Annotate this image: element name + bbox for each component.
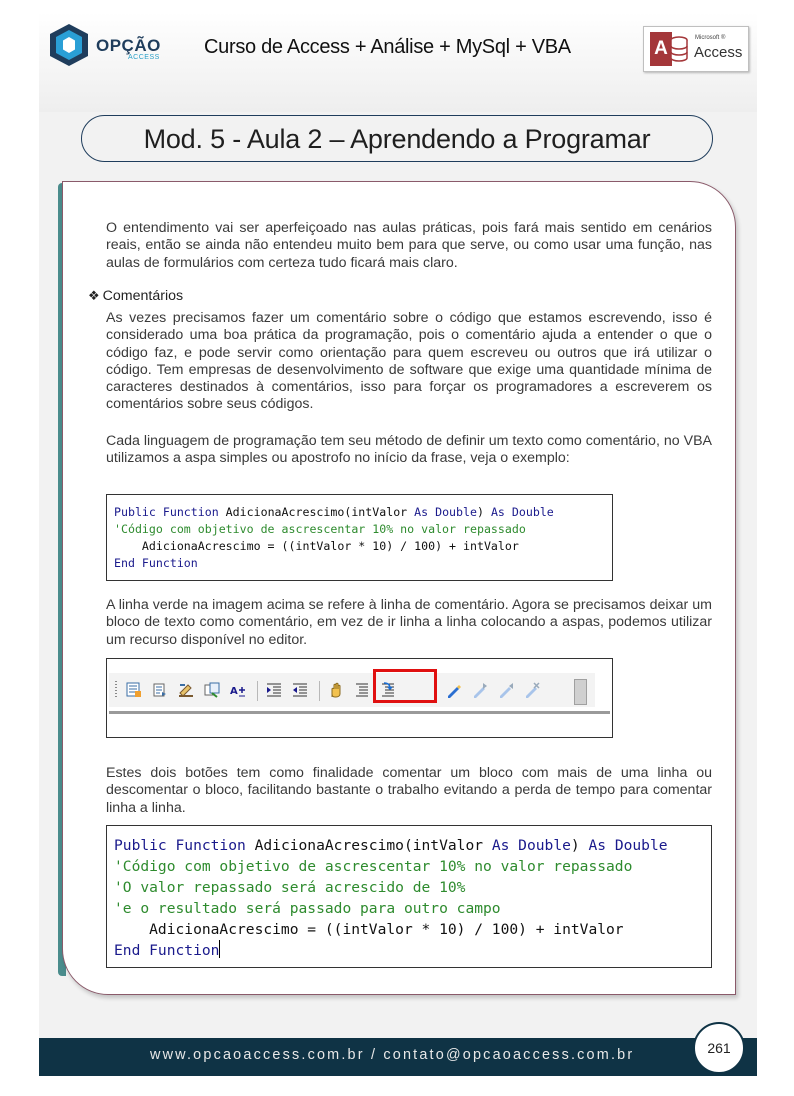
page-number: 261: [693, 1022, 745, 1074]
logo-subtitle: ACCESS: [128, 54, 160, 61]
code-line: End Function: [114, 942, 220, 959]
code-comment-line: 'e o resultado será passado para outro campo: [114, 900, 501, 917]
vba-toolbar-screenshot: [106, 658, 613, 738]
code-line: AdicionaAcrescimo = ((intValor * 10) / 100) + intValor: [114, 921, 624, 938]
properties-icon[interactable]: [125, 681, 143, 699]
quick-info-icon[interactable]: [203, 681, 221, 699]
footer-text: www.opcaoaccess.com.br / contato@opcaoaccess.com.br: [150, 1047, 635, 1063]
toggle-breakpoint-icon[interactable]: [327, 681, 345, 699]
microsoft-label: Microsoft ®: [695, 35, 726, 41]
comment-block-icon[interactable]: [353, 681, 371, 699]
previous-bookmark-icon[interactable]: [497, 681, 515, 699]
code-comment-line: 'Código com objetivo de ascrescentar 10% no valor repassado: [114, 522, 526, 536]
methods-icon[interactable]: [151, 681, 169, 699]
database-icon: [670, 36, 688, 62]
code-line: End Function: [114, 556, 198, 570]
green-line-paragraph: A linha verde na imagem acima se refere à linha de comentário. Agora se precisamos deixar um bloco de texto como comentário, em vez de ir linha a linha colocando a aspas, podemos utilizar um recurso disponível no editor.: [106, 597, 712, 648]
toolbar-separator: [319, 681, 320, 701]
toolbar-bottom-border: [109, 711, 610, 714]
next-bookmark-icon[interactable]: [471, 681, 489, 699]
parameter-info-icon[interactable]: [229, 681, 247, 699]
toolbar-separator: [257, 681, 258, 701]
opcao-logo-icon: [46, 22, 92, 68]
code-line: Public Function AdicionaAcrescimo(intValor As Double) As Double: [114, 837, 668, 854]
section-heading: [88, 288, 183, 304]
comments-paragraph: As vezes precisamos fazer um comentário sobre o código que estamos escrevendo, isso é considerado uma boa prática da programação, pois o comentário ajuda a entender o que o código faz, e pode servir como orientação para quem escreveu ou outros que irá utilizar o código. Tem empresas de desenvolvimento de software que exige uma quantidade mínima de caracteres destinados à comentários, isso para forçar os programadores a escreverem os comentários sobre seus códigos.: [106, 310, 712, 413]
language-paragraph: Cada linguagem de programação tem seu método de definir um texto como comentário, no VBA utilizamos a aspa simples ou apostrofo no início da frase, veja o exemplo:: [106, 433, 712, 467]
code-example-2: [106, 825, 712, 968]
code-example-1: [106, 494, 613, 581]
text-cursor: [219, 940, 220, 958]
code-comment-line: 'O valor repassado será acrescido de 10%: [114, 879, 466, 896]
code-comment-line: 'Código com objetivo de ascrescentar 10% no valor repassado: [114, 858, 633, 875]
toolbar-options-button[interactable]: [574, 679, 587, 705]
toggle-bookmark-icon[interactable]: [445, 681, 463, 699]
code-line: AdicionaAcrescimo = ((intValor * 10) / 100) + intValor: [114, 539, 519, 553]
clear-bookmarks-icon[interactable]: [523, 681, 541, 699]
diamond-bullet-icon: ❖: [88, 288, 100, 303]
edit-toolbar: [109, 673, 595, 707]
highlight-box: [373, 669, 437, 703]
section-title: Comentários: [102, 288, 184, 304]
buttons-paragraph: Estes dois botões tem como finalidade comentar um bloco com mais de uma linha ou descomentar o bloco, facilitando bastante o trabalho evitando a perda de tempo para comentar linha a linha.: [106, 765, 712, 816]
indent-icon[interactable]: [265, 681, 283, 699]
code-line: Public Function AdicionaAcrescimo(intValor As Double) As Double: [114, 505, 554, 519]
module-title: Mod. 5 - Aula 2 – Aprendendo a Programar: [81, 115, 713, 162]
toolbar-grip: [115, 681, 117, 699]
svg-text:A: A: [230, 686, 238, 697]
access-letter: A: [650, 32, 672, 66]
course-title: Curso de Access + Análise + MySql + VBA: [204, 36, 571, 58]
logo-name: OPÇÃO: [96, 36, 161, 55]
constants-icon[interactable]: [177, 681, 195, 699]
access-label: Access: [694, 44, 743, 61]
outdent-icon[interactable]: [291, 681, 309, 699]
intro-paragraph: O entendimento vai ser aperfeiçoado nas aulas práticas, pois fará mais sentido em cenários reais, então se ainda não entendeu muito bem para que serve, ou como usar uma função, nas aulas de formulários com certeza tudo ficará mais claro.: [106, 220, 712, 271]
access-logo: [643, 26, 749, 72]
